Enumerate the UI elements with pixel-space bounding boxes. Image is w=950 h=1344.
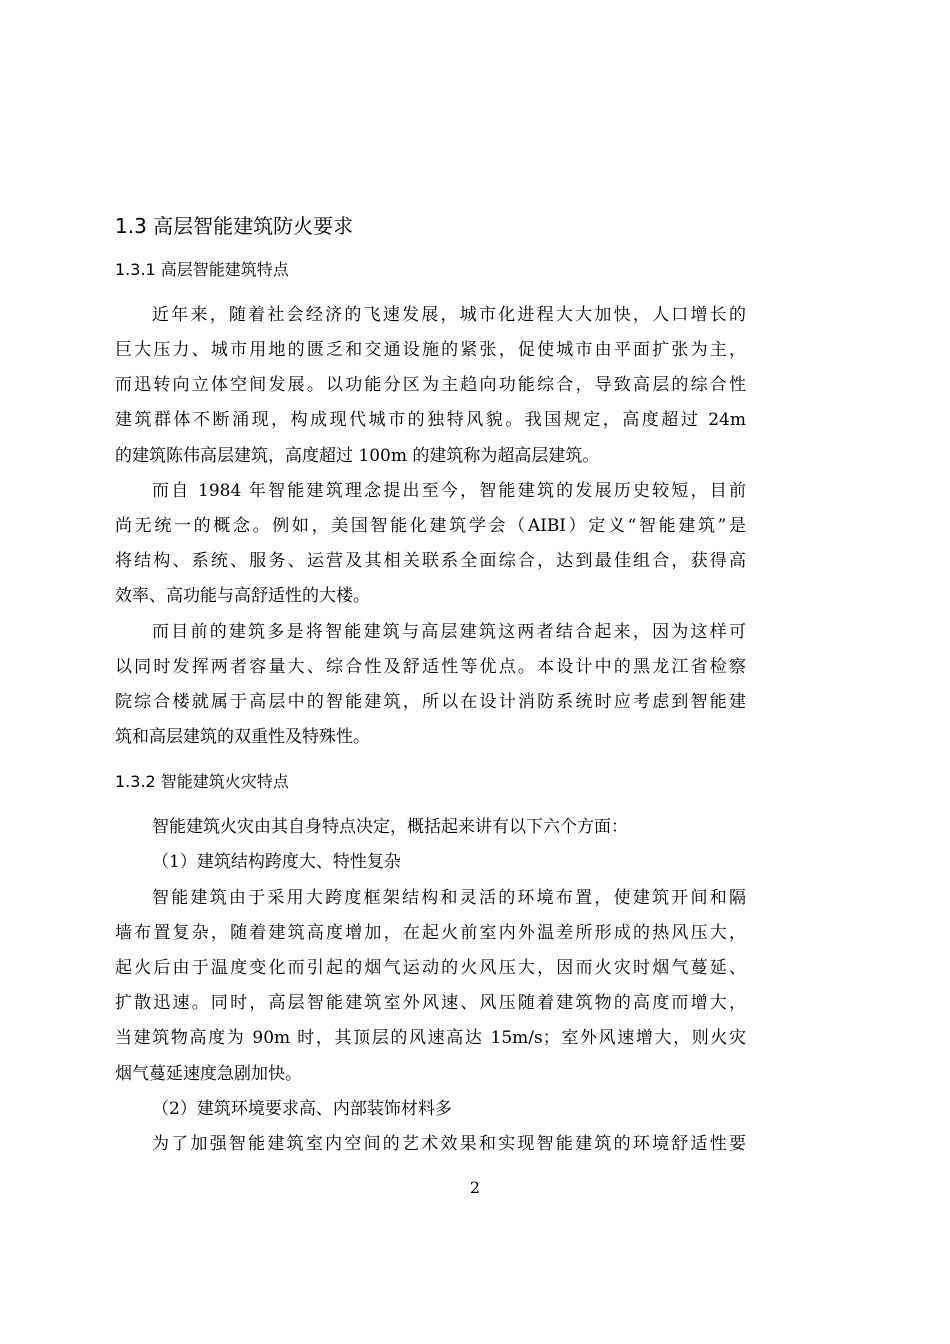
subsection-heading: 1.3.2 智能建筑火灾特点 — [115, 772, 289, 791]
subsection-heading: 1.3.1 高层智能建筑特点 — [115, 260, 289, 279]
paragraph-line: 而目前的建筑多是将智能建筑与高层建筑这两者结合起来，因为这样可 — [152, 622, 746, 642]
paragraph-line: 巨大压力、城市用地的匮乏和交通设施的紧张，促使城市由平面扩张为主， — [115, 340, 746, 360]
paragraph-line: 为了加强智能建筑室内空间的艺术效果和实现智能建筑的环境舒适性要 — [152, 1134, 746, 1154]
list-item-heading: （2）建筑环境要求高、内部装饰材料多 — [152, 1099, 452, 1119]
paragraph-line: 智能建筑火灾由其自身特点决定，概括起来讲有以下六个方面： — [152, 817, 628, 837]
paragraph-line: 扩散迅速。同时，高层智能建筑室外风速、风压随着建筑物的高度而增大， — [115, 993, 746, 1013]
paragraph-line: 以同时发挥两者容量大、综合性及舒适性等优点。本设计中的黑龙江省检察 — [115, 657, 746, 677]
paragraph-line: 智能建筑由于采用大跨度框架结构和灵活的环境布置，使建筑开间和隔 — [152, 888, 746, 908]
paragraph-line: 效率、高功能与高舒适性的大楼。 — [115, 586, 370, 606]
paragraph-line: 而自 1984 年智能建筑理念提出至今，智能建筑的发展历史较短，目前 — [152, 481, 746, 501]
paragraph-line: 墙布置复杂，随着建筑高度增加，在起火前室内外温差所形成的热风压大， — [115, 923, 746, 943]
section-heading: 1.3 高层智能建筑防火要求 — [115, 214, 354, 238]
page-number: 2 — [469, 1178, 481, 1197]
list-item-heading: （1）建筑结构跨度大、特性复杂 — [152, 852, 401, 872]
paragraph-line: 院综合楼就属于高层中的智能建筑，所以在设计消防系统时应考虑到智能建 — [115, 692, 746, 712]
paragraph-line: 将结构、系统、服务、运营及其相关联系全面综合，达到最佳组合，获得高 — [115, 551, 746, 571]
paragraph-line: 而迅转向立体空间发展。以功能分区为主趋向功能综合，导致高层的综合性 — [115, 375, 746, 395]
paragraph-line: 起火后由于温度变化而引起的烟气运动的火风压大，因而火灾时烟气蔓延、 — [115, 958, 746, 978]
paragraph-line: 筑和高层建筑的双重性及特殊性。 — [115, 727, 370, 747]
paragraph-line: 尚无统一的概念。例如，美国智能化建筑学会（AIBI）定义“智能建筑”是 — [115, 516, 746, 536]
paragraph-line: 近年来，随着社会经济的飞速发展，城市化进程大大加快，人口增长的 — [152, 305, 746, 325]
paragraph-line: 当建筑物高度为 90m 时，其顶层的风速高达 15m/s；室外风速增大，则火灾 — [115, 1028, 746, 1048]
paragraph-line: 的建筑陈伟高层建筑，高度超过 100m 的建筑称为超高层建筑。 — [115, 446, 600, 466]
paragraph-line: 烟气蔓延速度急剧加快。 — [115, 1064, 302, 1084]
paragraph-line: 建筑群体不断涌现，构成现代城市的独特风貌。我国规定，高度超过 24m — [115, 410, 746, 430]
